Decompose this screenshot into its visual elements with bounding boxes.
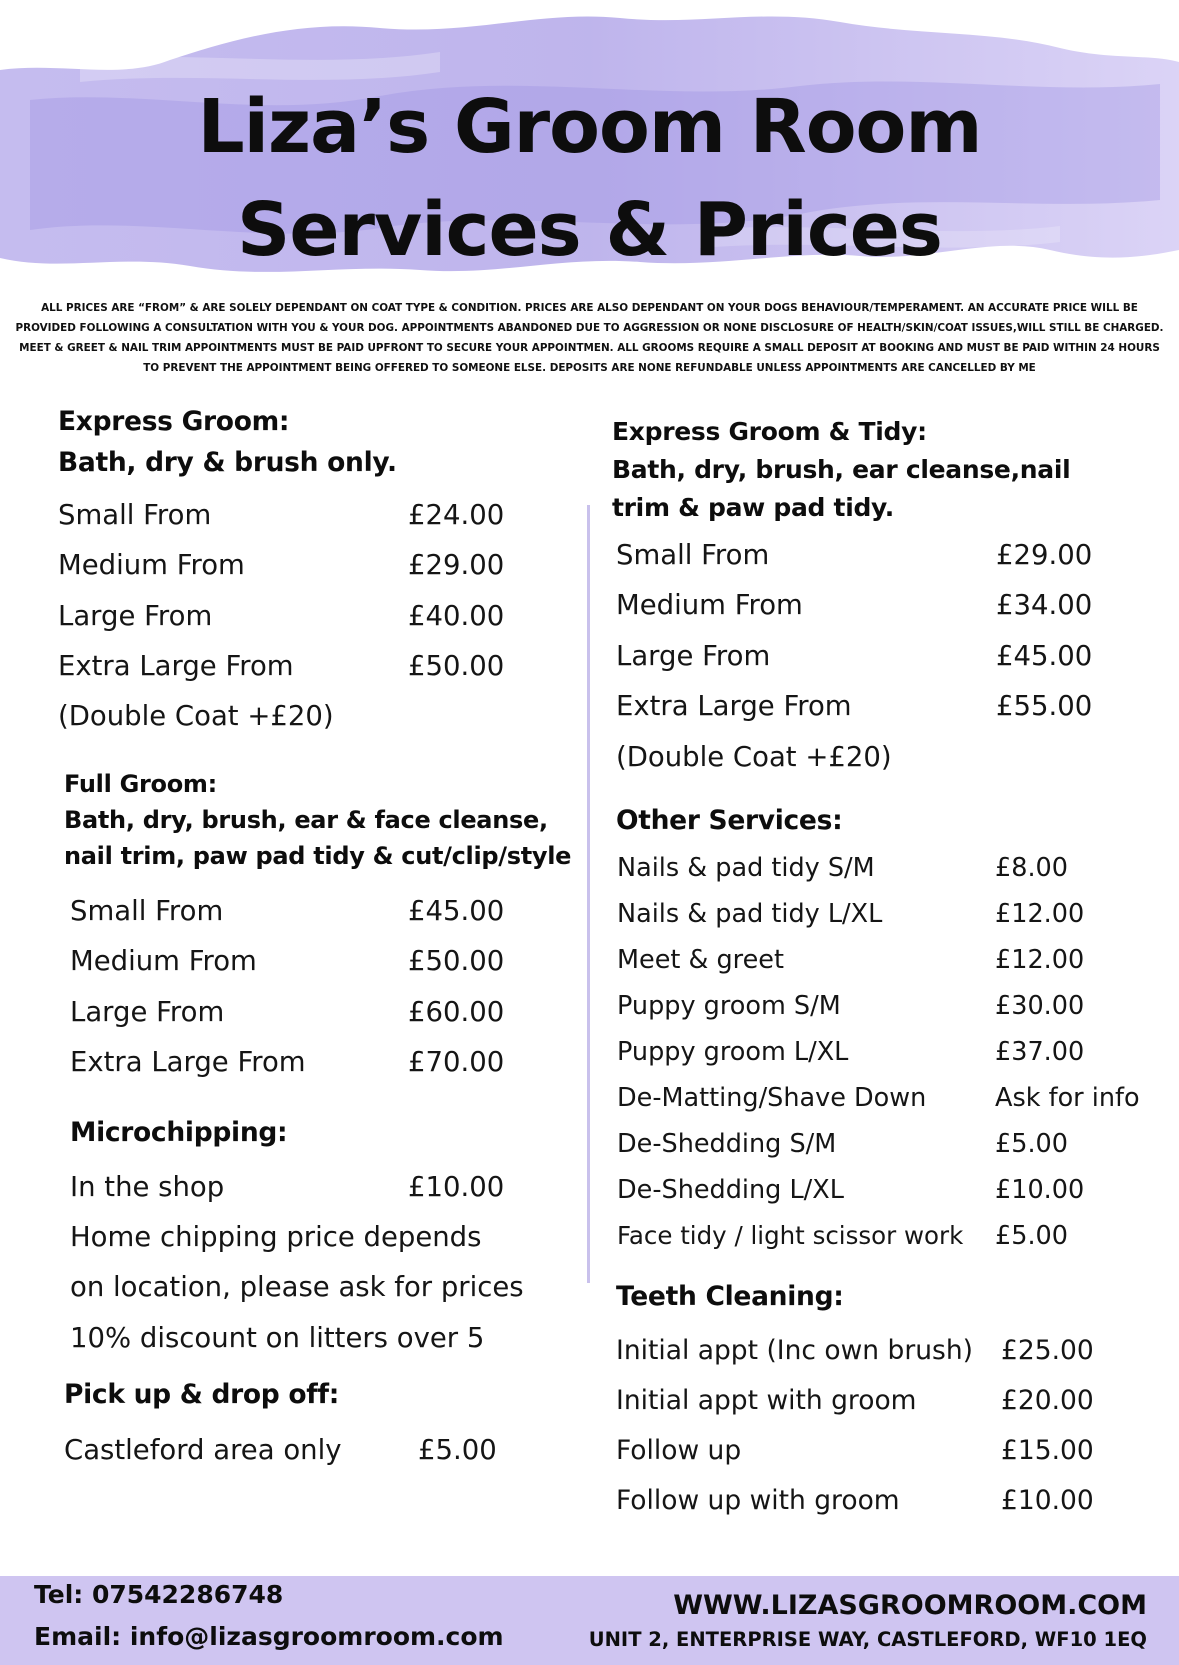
price-label: Small From — [70, 895, 224, 927]
price-label: Puppy groom S/M — [617, 991, 841, 1021]
price-value: £10.00 — [995, 1175, 1085, 1205]
price-label: Puppy groom L/XL — [617, 1037, 849, 1067]
price-row — [616, 689, 1093, 723]
microchipping-heading: Microchipping: — [70, 1117, 288, 1148]
price-value: £60.00 — [408, 996, 505, 1028]
price-row — [70, 1170, 505, 1204]
price-value: £5.00 — [418, 1434, 497, 1466]
price-value: £8.00 — [995, 853, 1069, 883]
price-value: £10.00 — [408, 1171, 505, 1203]
price-row — [58, 498, 505, 532]
price-label: De-Shedding L/XL — [617, 1175, 844, 1205]
price-value: £40.00 — [408, 600, 505, 632]
price-label: Initial appt (Inc own brush) — [616, 1335, 973, 1366]
price-value: £70.00 — [408, 1046, 505, 1078]
price-label: De-Shedding S/M — [617, 1129, 837, 1159]
price-label: Initial appt with groom — [616, 1385, 917, 1416]
other-services-heading: Other Services: — [616, 805, 843, 836]
price-value: Ask for info — [995, 1083, 1140, 1113]
double-coat-note: (Double Coat +£20) — [616, 741, 892, 773]
price-row — [70, 995, 505, 1029]
price-row — [70, 894, 505, 928]
microchip-note-1: Home chipping price depends — [70, 1221, 482, 1253]
double-coat-note: (Double Coat +£20) — [58, 700, 334, 732]
full-groom-heading: Full Groom: — [64, 770, 217, 798]
price-row — [58, 649, 505, 683]
price-value: £12.00 — [995, 945, 1085, 975]
price-value: £30.00 — [995, 991, 1085, 1021]
price-row — [617, 1035, 1085, 1069]
price-value: £29.00 — [408, 549, 505, 581]
price-row — [616, 639, 1093, 673]
price-row — [617, 1127, 1069, 1161]
full-groom-description-2: nail trim, paw pad tidy & cut/clip/style — [64, 842, 572, 870]
price-value: £34.00 — [996, 589, 1093, 621]
price-row — [616, 588, 1093, 622]
business-address: UNIT 2, ENTERPRISE WAY, CASTLEFORD, WF10 1EQ — [588, 1628, 1147, 1651]
price-label: Small From — [616, 539, 770, 571]
price-value: £25.00 — [1001, 1335, 1094, 1366]
price-value: £55.00 — [996, 690, 1093, 722]
price-value: £50.00 — [408, 650, 505, 682]
express-tidy-description-2: trim & paw pad tidy. — [612, 493, 894, 522]
price-value: £5.00 — [995, 1221, 1069, 1251]
price-value: £10.00 — [1001, 1485, 1094, 1516]
price-row — [616, 538, 1093, 572]
price-label: Nails & pad tidy L/XL — [617, 899, 883, 929]
price-row — [58, 548, 505, 582]
website-link[interactable]: WWW.LIZASGROOMROOM.COM — [673, 1590, 1147, 1621]
price-label: Castleford area only — [64, 1434, 342, 1466]
price-label: Small From — [58, 499, 212, 531]
price-row — [617, 1081, 1140, 1115]
microchip-note-2: on location, please ask for prices — [70, 1271, 524, 1303]
price-label: Large From — [58, 600, 213, 632]
price-row — [616, 1334, 1094, 1368]
express-groom-description: Bath, dry & brush only. — [58, 447, 397, 478]
price-value: £45.00 — [408, 895, 505, 927]
price-label: De-Matting/Shave Down — [617, 1083, 927, 1113]
price-row — [616, 1484, 1094, 1518]
express-groom-heading: Express Groom: — [58, 406, 290, 437]
price-value: £12.00 — [995, 899, 1085, 929]
express-tidy-heading: Express Groom & Tidy: — [612, 417, 927, 446]
price-label: Face tidy / light scissor work — [617, 1221, 964, 1250]
footer-bar — [0, 1576, 1179, 1665]
teeth-cleaning-heading: Teeth Cleaning: — [616, 1281, 844, 1312]
price-row — [58, 599, 505, 633]
microchip-note-3: 10% discount on litters over 5 — [70, 1322, 485, 1354]
price-row — [617, 851, 1069, 885]
price-row — [617, 1219, 1069, 1253]
price-row — [617, 989, 1085, 1023]
price-row — [617, 943, 1085, 977]
price-value: £45.00 — [996, 640, 1093, 672]
price-row — [616, 1434, 1094, 1468]
price-row — [616, 1384, 1094, 1418]
price-label: Follow up — [616, 1435, 742, 1466]
price-value: £24.00 — [408, 499, 505, 531]
price-row — [70, 944, 505, 978]
price-value: £50.00 — [408, 945, 505, 977]
email-address[interactable]: Email: info@lizasgroomroom.com — [34, 1622, 504, 1651]
disclaimer-text: ALL PRICES ARE “FROM” & ARE SOLELY DEPENDANT ON COAT TYPE & CONDITION. PRICES ARE ALSO DEPENDANT ON YOUR DOGS BEHAVIOUR/TEMPERAMENT. AN ACCURATE PRICE WILL BE PROVIDED FOLLOWING A CONSULTATION WITH YOU & YOUR DOG. APPOINTMENTS ABANDONED DUE TO AGGRESSION OR NONE DISCLOSURE OF HEALTH/SKIN/COAT ISSUES,WILL STILL BE CHARGED. MEET & GREET & NAIL TRIM APPOINTMENTS MUST BE PAID UPFRONT TO SECURE YOUR APPOINTMEN. ALL GROOMS REQUIRE A SMALL DEPOSIT AT BOOKING AND MUST BE PAID WITHIN 24 HOURS TO PREVENT THE APPOINTMENT BEING OFFERED TO SOMEONE ELSE. DEPOSITS ARE NONE REFUNDABLE UNLESS APPOINTMENTS ARE CANCELLED BY ME — [15, 302, 1164, 374]
price-label: Medium From — [58, 549, 245, 581]
price-value: £15.00 — [1001, 1435, 1094, 1466]
price-label: Large From — [616, 640, 771, 672]
price-value: £29.00 — [996, 539, 1093, 571]
price-value: £20.00 — [1001, 1385, 1094, 1416]
pickup-heading: Pick up & drop off: — [64, 1379, 340, 1410]
full-groom-description-1: Bath, dry, brush, ear & face cleanse, — [64, 806, 548, 834]
price-row — [617, 1173, 1085, 1207]
price-value: £5.00 — [995, 1129, 1069, 1159]
price-label: Follow up with groom — [616, 1485, 900, 1516]
price-label: Meet & greet — [617, 945, 784, 975]
page-subtitle: Services & Prices — [237, 187, 942, 273]
price-label: In the shop — [70, 1171, 225, 1203]
price-label: Nails & pad tidy S/M — [617, 853, 875, 883]
price-label: Large From — [70, 996, 225, 1028]
page-title: Liza’s Groom Room — [197, 84, 982, 170]
price-row — [64, 1433, 497, 1467]
express-tidy-description-1: Bath, dry, brush, ear cleanse,nail — [612, 455, 1071, 484]
phone-number[interactable]: Tel: 07542286748 — [34, 1580, 284, 1609]
price-label: Medium From — [616, 589, 803, 621]
price-value: £37.00 — [995, 1037, 1085, 1067]
price-row — [617, 897, 1085, 931]
column-divider — [587, 505, 590, 1283]
price-label: Extra Large From — [616, 690, 852, 722]
price-label: Medium From — [70, 945, 257, 977]
price-label: Extra Large From — [58, 650, 294, 682]
price-label: Extra Large From — [70, 1046, 306, 1078]
price-row — [70, 1045, 505, 1079]
